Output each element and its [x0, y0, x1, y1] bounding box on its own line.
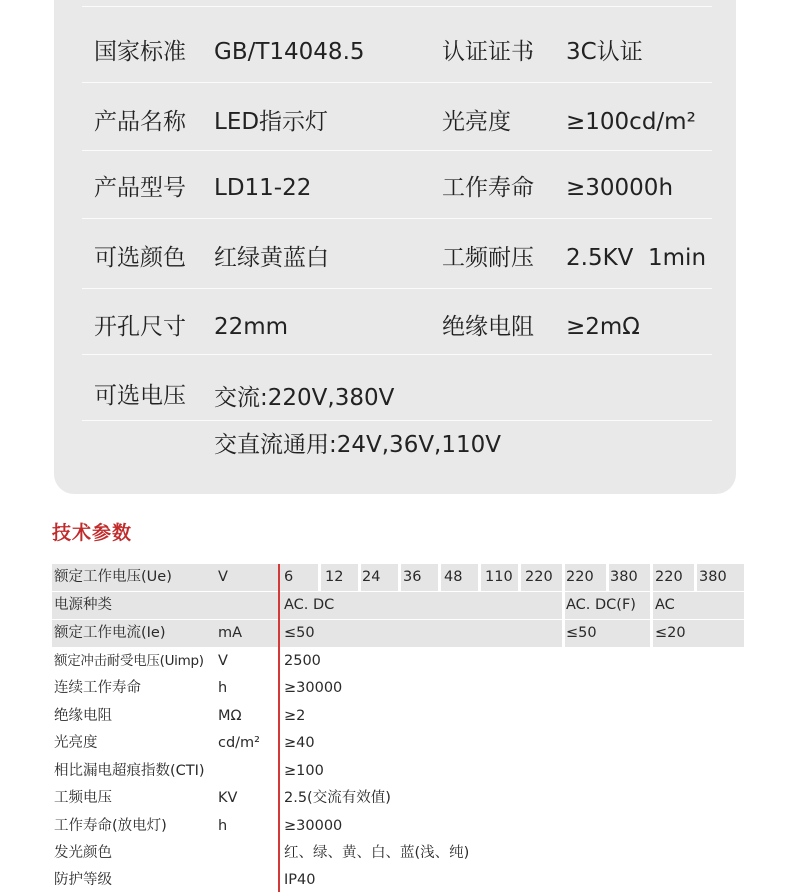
param-value: 24 [362, 569, 381, 585]
spec-label-withstand: 工频耐压 [442, 245, 534, 271]
divider [82, 420, 712, 421]
spec-value-brightness: ≥100cd/m² [566, 109, 696, 135]
param-value: 红、绿、黄、白、蓝(浅、纯) [284, 845, 470, 861]
cell-separator [562, 620, 565, 647]
spec-label-brightness: 光亮度 [442, 109, 511, 135]
cell-separator [358, 564, 361, 591]
cell-separator [650, 620, 653, 647]
param-value: ≤20 [655, 625, 686, 641]
spec-value-product-name: LED指示灯 [214, 109, 329, 135]
section-title: 技术参数 [52, 522, 133, 544]
param-value: 380 [699, 569, 727, 585]
param-value: 48 [444, 569, 463, 585]
param-value: AC [655, 597, 675, 613]
table-row [52, 620, 744, 647]
spec-value-withstand: 2.5KV 1min [566, 245, 707, 271]
param-value: ≥2 [284, 708, 306, 724]
param-name: 防护等级 [54, 872, 112, 888]
cell-separator [694, 564, 697, 591]
divider [82, 6, 712, 7]
param-value: AC. DC(F) [566, 597, 636, 613]
spec-value-model: LD11-22 [214, 175, 312, 201]
param-value: 220 [525, 569, 553, 585]
param-value: ≤50 [566, 625, 597, 641]
param-value: AC. DC [284, 597, 335, 613]
table-row [52, 592, 744, 619]
cell-separator [398, 564, 401, 591]
param-unit: MΩ [218, 708, 242, 724]
table-row [52, 564, 744, 591]
spec-label-hole-size: 开孔尺寸 [94, 314, 186, 340]
param-name: 绝缘电阻 [54, 708, 112, 724]
param-name: 额定工作电压(Ue) [54, 569, 172, 585]
param-value: ≥30000 [284, 818, 343, 834]
spec-label-lifespan: 工作寿命 [442, 175, 534, 201]
param-unit: h [218, 818, 228, 834]
table-row [52, 675, 744, 702]
param-value: ≥30000 [284, 680, 343, 696]
divider [82, 354, 712, 355]
cell-separator [438, 564, 441, 591]
spec-value-lifespan: ≥30000h [566, 175, 674, 201]
table-row [52, 840, 744, 867]
cell-separator [650, 564, 653, 591]
spec-label-voltage: 可选电压 [94, 383, 186, 409]
spec-value-certificate: 3C认证 [566, 39, 643, 65]
divider [82, 150, 712, 151]
param-unit: V [218, 569, 228, 585]
param-name: 光亮度 [54, 735, 98, 751]
param-value: 220 [655, 569, 683, 585]
divider [82, 82, 712, 83]
param-unit: mA [218, 625, 243, 641]
param-value: IP40 [284, 872, 316, 888]
table-row [52, 785, 744, 812]
param-value: 6 [284, 569, 294, 585]
spec-value-voltage-ac: 交流:220V,380V [214, 385, 395, 411]
param-name: 发光颜色 [54, 845, 112, 861]
spec-value-colors: 红绿黄蓝白 [214, 245, 329, 271]
param-name: 连续工作寿命 [54, 680, 141, 696]
param-unit: KV [218, 790, 238, 806]
cell-separator [478, 564, 481, 591]
spec-label-standard: 国家标准 [94, 39, 186, 65]
param-value: 2500 [284, 653, 321, 669]
param-value: ≥40 [284, 735, 315, 751]
param-value: 380 [610, 569, 638, 585]
param-name: 额定工作电流(Ie) [54, 625, 166, 641]
spec-value-voltage-acdc: 交直流通用:24V,36V,110V [214, 432, 502, 458]
param-name: 额定冲击耐受电压(Uimp) [54, 653, 204, 669]
spec-label-colors: 可选颜色 [94, 245, 186, 271]
param-unit: h [218, 680, 228, 696]
param-value: 2.5(交流有效值) [284, 790, 391, 806]
table-row [52, 703, 744, 730]
param-name: 相比漏电超痕指数(CTI) [54, 763, 205, 779]
param-value: 220 [566, 569, 594, 585]
param-name: 电源种类 [54, 597, 112, 613]
param-value: ≥100 [284, 763, 324, 779]
param-value: 110 [485, 569, 513, 585]
divider [82, 218, 712, 219]
cell-separator [650, 592, 653, 619]
cell-separator [606, 564, 609, 591]
param-value: ≤50 [284, 625, 315, 641]
cell-separator [518, 564, 521, 591]
param-unit: V [218, 653, 228, 669]
param-name: 工频电压 [54, 790, 112, 806]
param-value: 12 [325, 569, 344, 585]
param-name: 工作寿命(放电灯) [54, 818, 167, 834]
spec-label-certificate: 认证证书 [442, 39, 534, 65]
tech-table [52, 564, 744, 892]
table-row [52, 730, 744, 757]
spec-label-model: 产品型号 [94, 175, 186, 201]
table-row [52, 648, 744, 675]
column-divider [278, 564, 280, 892]
table-row [52, 758, 744, 785]
divider [82, 288, 712, 289]
spec-value-hole-size: 22mm [214, 314, 289, 340]
cell-separator [562, 564, 565, 591]
cell-separator [318, 564, 321, 591]
spec-value-insulation: ≥2mΩ [566, 314, 640, 340]
param-value: 36 [403, 569, 422, 585]
spec-value-standard: GB/T14048.5 [214, 39, 365, 65]
cell-separator [562, 592, 565, 619]
table-row [52, 813, 744, 840]
spec-label-product-name: 产品名称 [94, 109, 186, 135]
table-row [52, 867, 744, 894]
param-unit: cd/m² [218, 735, 260, 751]
spec-label-insulation: 绝缘电阻 [442, 314, 534, 340]
